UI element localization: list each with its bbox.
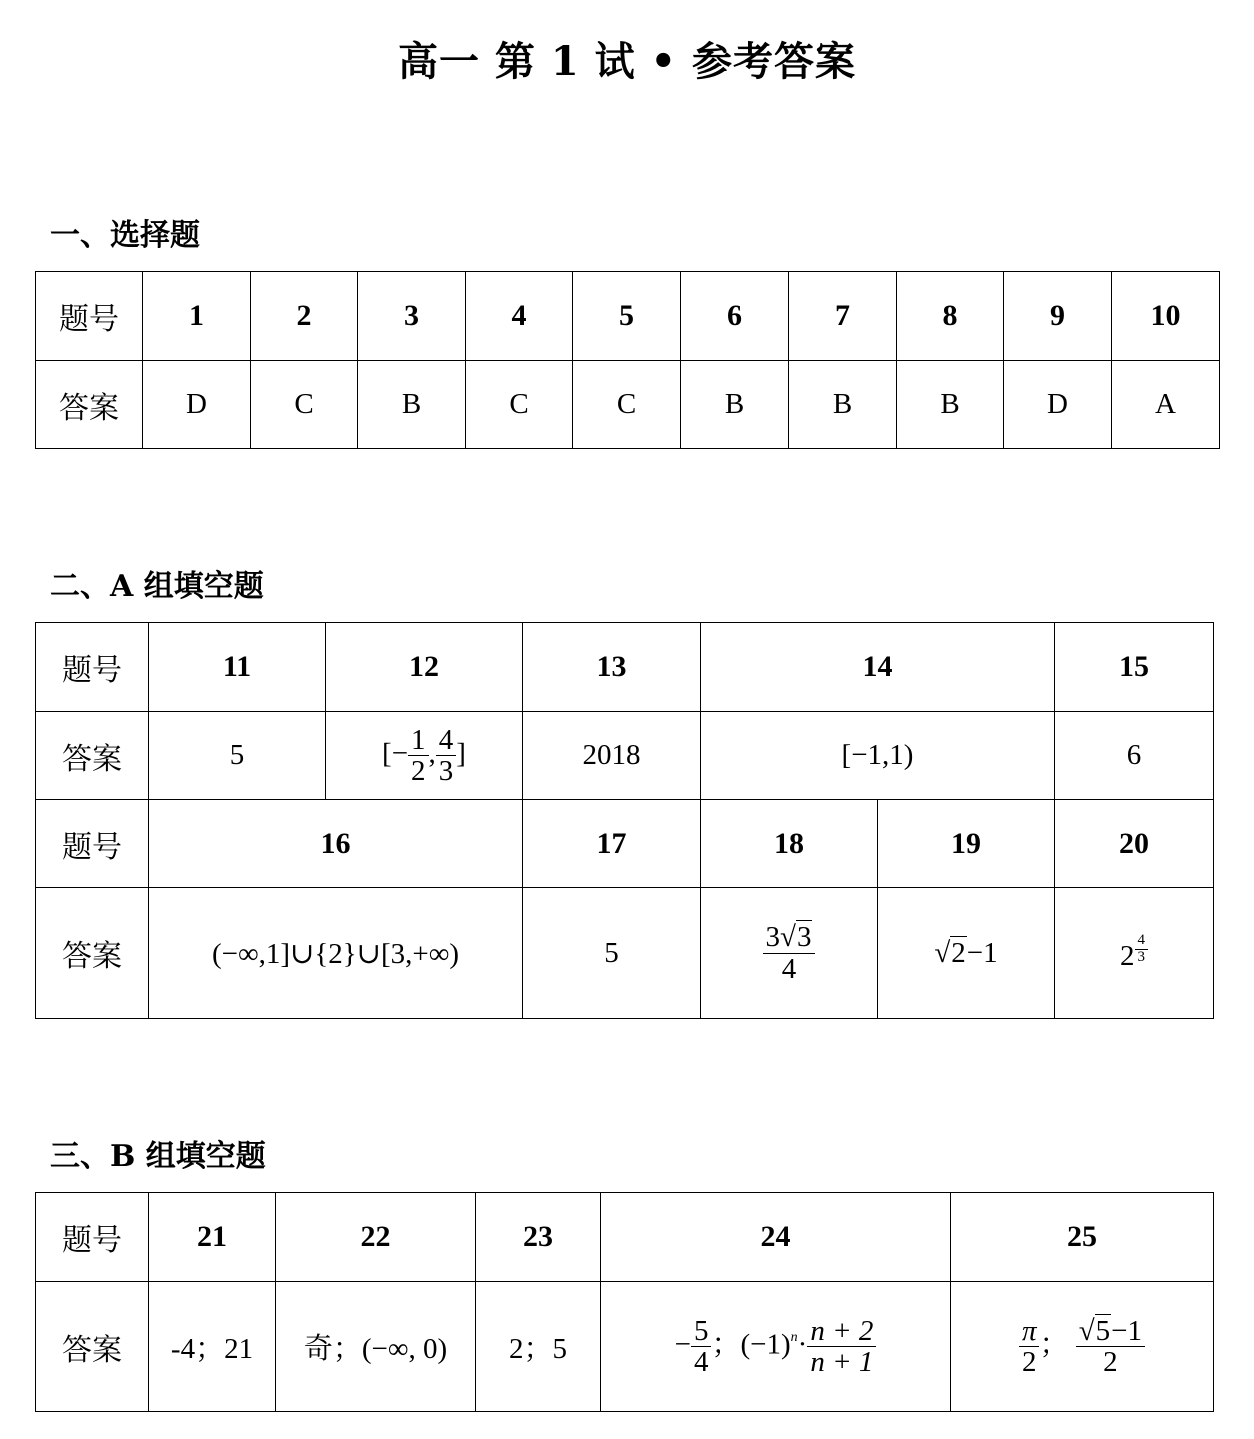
section-heading-choice: 一、选择题 [50,218,200,253]
question-number: 1 [143,272,251,361]
question-number: 14 [701,623,1055,712]
q24-exp: n [790,1329,798,1345]
q12-num2: 4 [438,723,454,756]
q24-base: (−1) [740,1328,791,1361]
question-number: 7 [789,272,897,361]
answer-cell: D [1004,361,1112,449]
q25-minus: −1 [1111,1314,1143,1347]
q19-rest: −1 [966,936,998,969]
q25-num1: π [1021,1314,1037,1347]
q20-exp-fraction [1135,933,1149,966]
q12-fraction-1 [408,725,429,787]
answer-cell-14: [−1,1) [701,712,1055,800]
answer-cell-15: 6 [1055,712,1214,800]
row-label-answer: 答案 [36,1282,149,1412]
answer-cell: C [573,361,681,449]
row-label-answer: 答案 [36,712,149,800]
q12-den2: 3 [436,755,457,786]
section-heading-fill-b: 三、B 组填空题 [50,1139,266,1174]
q24-sign: − [674,1328,691,1361]
row-label-question: 题号 [36,272,143,361]
question-number: 4 [466,272,573,361]
q24-dot: · [797,1328,808,1361]
question-number: 3 [358,272,466,361]
fill-a-answer-table [35,622,1214,1019]
question-number: 23 [476,1193,601,1282]
question-number: 5 [573,272,681,361]
q25-radicand: 5 [1095,1314,1111,1347]
answer-cell-22: 奇；(−∞, 0) [276,1282,476,1412]
question-number: 11 [149,623,326,712]
answer-cell: B [358,361,466,449]
table-row [36,1282,1214,1412]
question-number: 25 [951,1193,1214,1282]
q20-exp-den: 3 [1135,949,1149,966]
q19-sqrt: √2 [934,936,966,969]
answer-cell-16: (−∞,1]∪{2}∪[3,+∞) [149,888,523,1019]
row-label-question: 题号 [36,1193,149,1282]
question-number: 17 [523,800,701,888]
row-label-question: 题号 [36,800,149,888]
q25-den2: 2 [1076,1346,1145,1377]
q24-num2: n + 2 [810,1314,874,1347]
q25-sqrt: √5 [1078,1314,1111,1347]
q24-num1: 5 [693,1314,709,1347]
q25-den1: 2 [1019,1346,1040,1377]
q18-fraction [763,922,816,984]
question-number: 9 [1004,272,1112,361]
question-number: 22 [276,1193,476,1282]
table-row [36,1193,1214,1282]
q18-numerator [763,922,816,952]
q12-sep: , [428,737,436,770]
q25-fraction-1 [1019,1316,1040,1378]
answer-cell: A [1112,361,1220,449]
question-number: 12 [326,623,523,712]
table-row [36,888,1214,1019]
q12-open: [− [382,737,409,770]
question-number: 24 [601,1193,951,1282]
answer-cell-20 [1055,888,1214,1019]
question-number: 19 [878,800,1055,888]
q20-exponent [1135,931,1149,965]
answer-cell: B [789,361,897,449]
q18-den: 4 [763,953,816,984]
q18-radicand: 3 [796,921,812,954]
table-row [36,361,1220,449]
q24-fraction-2 [807,1316,876,1378]
answer-cell-13: 2018 [523,712,701,800]
q25-numerator [1076,1316,1145,1346]
fill-b-answer-table [35,1192,1214,1412]
answer-cell: B [897,361,1004,449]
q12-num1: 1 [411,723,426,756]
page-title: 高一 第 1 试 • 参考答案 [397,38,857,85]
answer-cell-12 [326,712,523,800]
q24-sep: ； [711,1328,741,1361]
question-number: 10 [1112,272,1220,361]
table-row [36,800,1214,888]
table-row [36,623,1214,712]
q18-sqrt: √3 [780,921,812,954]
question-number: 15 [1055,623,1214,712]
answer-cell-21: -4；21 [149,1282,276,1412]
q12-close: ] [456,737,466,770]
question-number: 6 [681,272,789,361]
answer-cell: D [143,361,251,449]
table-row [36,712,1214,800]
question-number: 2 [251,272,358,361]
answer-cell-19 [878,888,1055,1019]
answer-cell-23: 2；5 [476,1282,601,1412]
answer-cell: B [681,361,789,449]
row-label-answer: 答案 [36,888,149,1019]
q19-radicand: 2 [951,936,966,969]
question-number: 20 [1055,800,1214,888]
answer-cell-24 [601,1282,951,1412]
q24-den2: n + 1 [807,1346,876,1377]
answer-cell-11: 5 [149,712,326,800]
row-label-answer: 答案 [36,361,143,449]
q20-exp-num: 4 [1137,931,1145,948]
answer-cell-17: 5 [523,888,701,1019]
q18-coef: 3 [765,921,781,954]
q20-base: 2 [1120,940,1135,973]
question-number: 16 [149,800,523,888]
question-number: 18 [701,800,878,888]
section-heading-fill-a: 二、A 组填空题 [50,569,264,604]
question-number: 21 [149,1193,276,1282]
q24-den1: 4 [691,1346,712,1377]
q25-fraction-2 [1076,1316,1145,1378]
answer-cell: C [251,361,358,449]
answer-cell-25 [951,1282,1214,1412]
question-number: 13 [523,623,701,712]
question-number: 8 [897,272,1004,361]
choice-answer-table [35,271,1220,449]
q12-fraction-2 [436,725,457,787]
row-label-question: 题号 [36,623,149,712]
table-row [36,272,1220,361]
answer-cell-18 [701,888,878,1019]
answer-cell: C [466,361,573,449]
q24-fraction-1 [691,1316,712,1378]
q25-sep: ； [1039,1328,1069,1361]
q12-den1: 2 [408,755,429,786]
